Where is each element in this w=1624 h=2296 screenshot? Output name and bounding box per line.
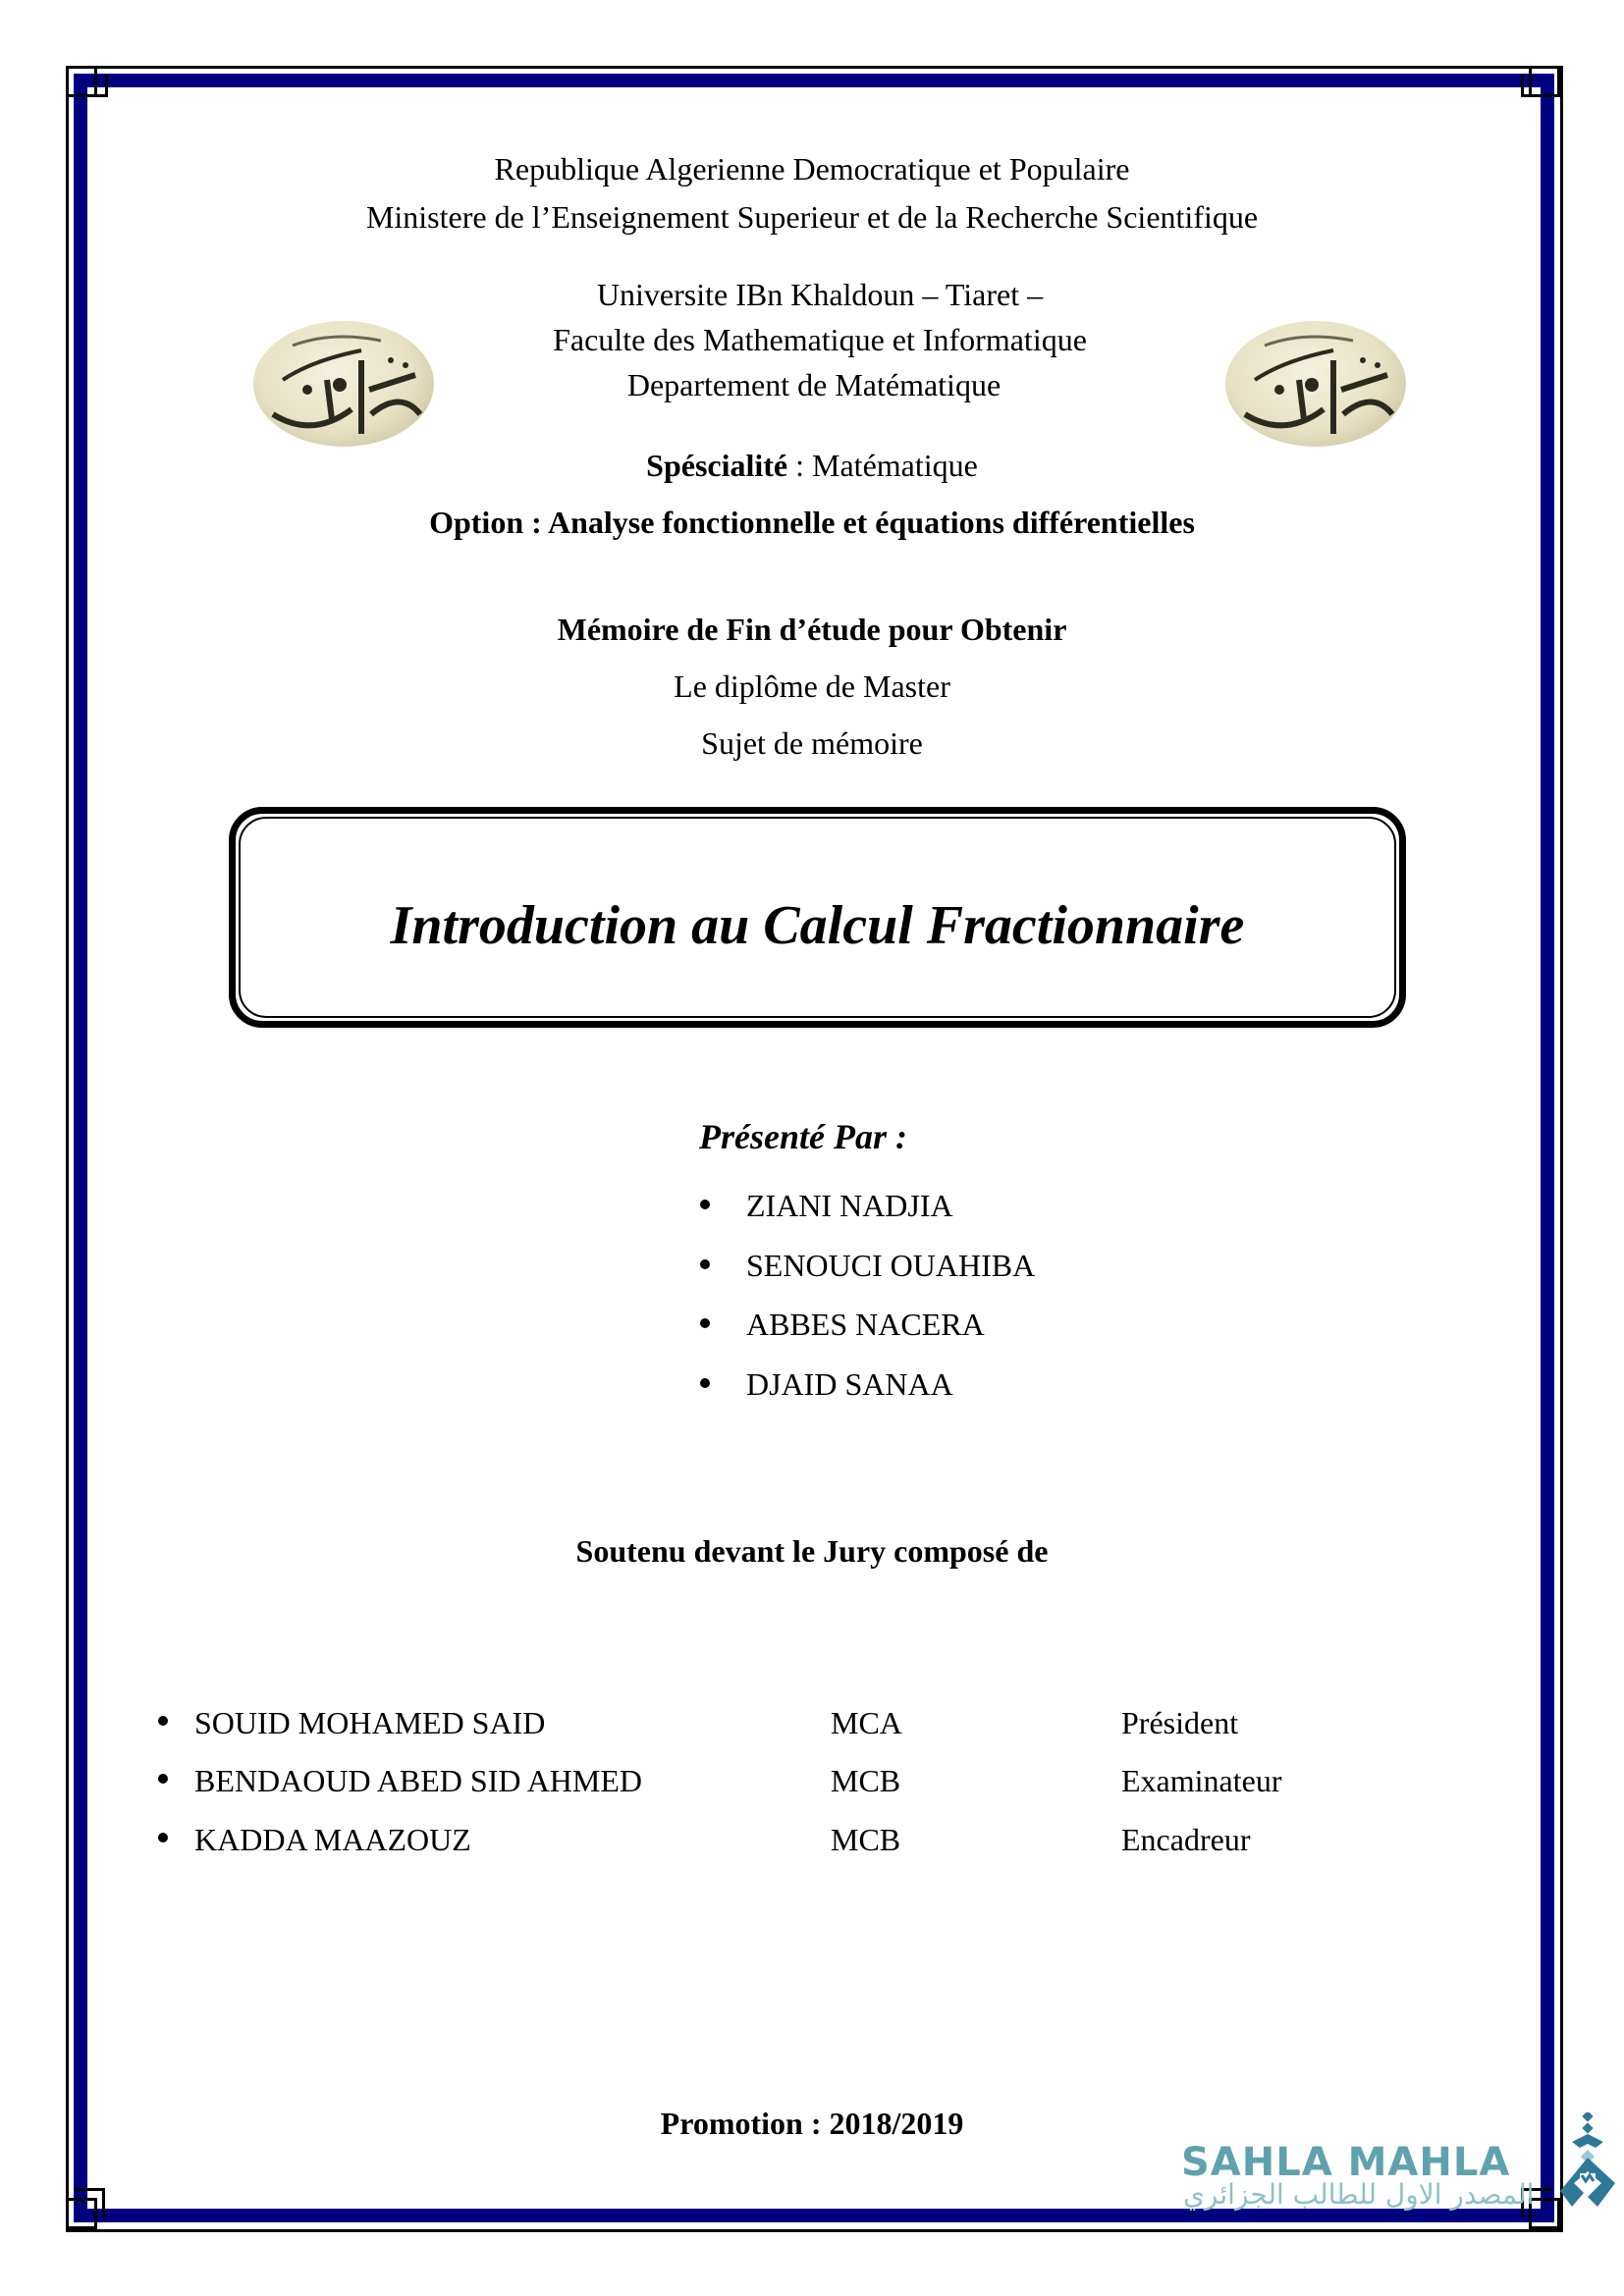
corner-ornament-bottom-left-2 (74, 2188, 105, 2217)
bullet-icon (158, 1774, 168, 1784)
speciality-label: Spéscialité (646, 448, 788, 483)
jury-member-role: Examinateur (1121, 1763, 1282, 1798)
jury-member-role: Président (1121, 1705, 1239, 1740)
student-name: ZIANI NADJIA (746, 1188, 953, 1223)
corner-ornament-top-left-2 (74, 74, 108, 97)
option-line: Option : Analyse fonctionnelle et équations différentielles (429, 505, 1195, 540)
presented-by-heading: Présenté Par : (699, 1117, 907, 1156)
bullet-icon (158, 1716, 168, 1726)
title-frame (229, 807, 1406, 1028)
university-seal-left-icon (253, 321, 434, 447)
speciality-value: Matématique (812, 448, 978, 483)
bullet-icon (700, 1318, 710, 1328)
jury-member-grade: MCB (831, 1822, 901, 1857)
university-line: Universite IBn Khaldoun – Tiaret – (596, 277, 1044, 312)
student-name: SENOUCI OUAHIBA (746, 1248, 1036, 1283)
sahla-mahla-logo-icon (1558, 2112, 1621, 2211)
thesis-title: Introduction au Calcul Fractionnaire (390, 895, 1245, 956)
watermark-arabic-text: المصدر الاول للطالب الجزائري (1183, 2178, 1535, 2211)
speciality-separator: : (787, 448, 813, 483)
bullet-icon (700, 1200, 710, 1209)
promotion-line: Promotion : 2018/2019 (660, 2106, 964, 2141)
memoire-heading: Mémoire de Fin d’étude pour Obtenir (557, 612, 1067, 647)
jury-member-grade: MCB (831, 1763, 901, 1798)
student-name: DJAID SANAA (746, 1366, 953, 1402)
bullet-icon (700, 1259, 710, 1269)
jury-heading: Soutenu devant le Jury composé de (575, 1533, 1049, 1569)
bullet-icon (700, 1378, 710, 1388)
jury-member-name: SOUID MOHAMED SAID (194, 1705, 546, 1740)
ministry-line: Ministere de l’Enseignement Superieur et de la Recherche Scientifique (365, 199, 1259, 235)
jury-member-name: KADDA MAAZOUZ (194, 1822, 471, 1857)
jury-member-role: Encadreur (1121, 1822, 1251, 1857)
speciality-line (0, 450, 1624, 481)
bullet-icon (158, 1833, 168, 1842)
diploma-line: Le diplôme de Master (674, 668, 950, 704)
republic-line: Republique Algerienne Democratique et Populaire (494, 151, 1130, 187)
jury-member-grade: MCA (831, 1705, 902, 1740)
university-seal-right-icon (1225, 321, 1406, 447)
student-name: ABBES NACERA (746, 1307, 985, 1342)
jury-member-name: BENDAOUD ABED SID AHMED (194, 1763, 643, 1798)
corner-ornament-top-right-2 (1521, 74, 1555, 97)
watermark-latin-text: SAHLA MAHLA (1181, 2140, 1511, 2185)
faculty-line: Faculte des Mathematique et Informatique (553, 322, 1087, 357)
subject-label: Sujet de mémoire (701, 725, 923, 761)
department-line: Departement de Matématique (626, 367, 1001, 402)
